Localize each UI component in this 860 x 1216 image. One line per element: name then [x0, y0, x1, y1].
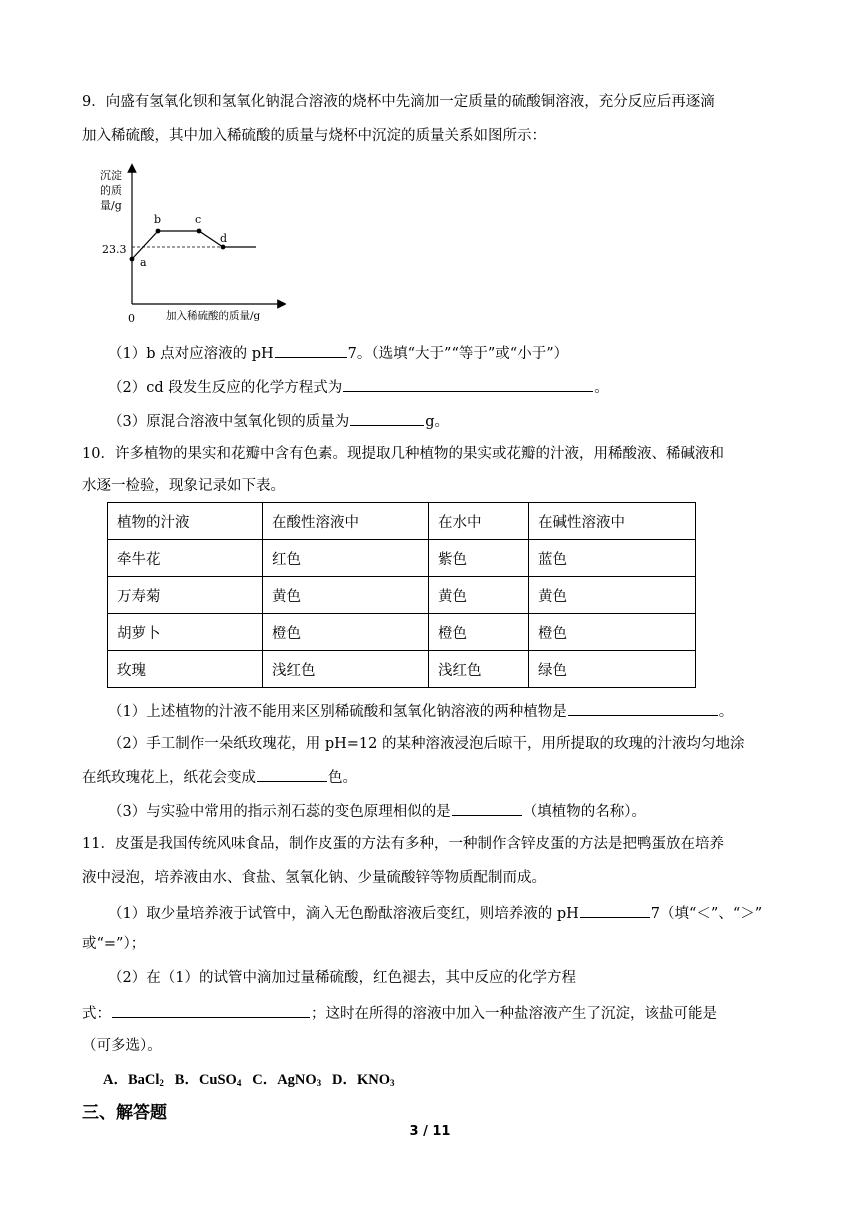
q11-sub2-tail: ；这时在所得的溶液中加入一种盐溶液产生了沉淀，该盐可能是 [311, 1006, 717, 1022]
point-c [197, 229, 202, 234]
table-row [108, 540, 696, 577]
answer-blank[interactable] [568, 700, 718, 716]
q11-options [103, 1070, 395, 1093]
table-cell: 万寿菊 [108, 577, 263, 614]
y-tick-label: 23.3 [102, 243, 127, 256]
precipitate-mass-chart [96, 162, 286, 332]
table-header-cell: 在酸性溶液中 [263, 503, 429, 540]
option-b[interactable]: B．CuSO$_4$ [174, 1072, 242, 1088]
option-a[interactable]: A．BaCl$_2$ [103, 1072, 164, 1088]
answer-blank[interactable] [112, 1002, 310, 1018]
q10-sub3-text: （3）与实验中常用的指示剂石蕊的变色原理相似的是 [108, 804, 451, 820]
q11-sub1 [108, 902, 762, 924]
q10-sub2-line1: （2）手工制作一朵纸玫瑰花，用 pH=12 的某种溶液浸泡后晾干，用所提取的玫瑰的汁液均匀地涂 [108, 736, 745, 752]
q10-stem-line2: 水逐一检验，现象记录如下表。 [82, 478, 285, 494]
table-cell: 橙色 [529, 614, 696, 651]
table-cell: 蓝色 [529, 540, 696, 577]
table-cell: 浅红色 [263, 651, 429, 688]
table-cell: 橙色 [263, 614, 429, 651]
point-label-a: a [140, 256, 147, 269]
q10-sub2-line2 [82, 766, 357, 788]
option-c[interactable]: C．AgNO$_3$ [252, 1072, 322, 1088]
x-axis-label: 加入稀硫酸的质量/g [166, 310, 261, 322]
q10-sub1 [108, 700, 733, 722]
page-number: 3 / 11 [409, 1124, 451, 1139]
table-cell: 黄色 [263, 577, 429, 614]
answer-blank[interactable] [275, 342, 347, 358]
section-title: 三、解答题 [82, 1103, 167, 1123]
answer-blank[interactable] [343, 376, 593, 392]
table-row [108, 614, 696, 651]
table-cell: 绿色 [529, 651, 696, 688]
answer-blank[interactable] [257, 766, 327, 782]
table-cell: 黄色 [529, 577, 696, 614]
q9-stem-line2: 加入稀硫酸，其中加入稀硫酸的质量与烧杯中沉淀的质量关系如图所示： [82, 128, 546, 144]
table-cell: 红色 [263, 540, 429, 577]
q9-sub1-tail: 7。（选填“大于”“等于”或“小于”） [347, 346, 569, 362]
point-label-b: b [154, 213, 162, 226]
point-b [156, 229, 161, 234]
table-header-row [108, 503, 696, 540]
q9-sub3-text: （3）原混合溶液中氢氧化钡的质量为 [108, 414, 350, 430]
y-axis-label-3: 量/g [100, 199, 122, 212]
table-cell: 牵牛花 [108, 540, 263, 577]
q11-sub1-tail: 7（填“＜”、“＞” [650, 906, 763, 922]
y-axis-label-2: 的质 [100, 184, 122, 197]
q11-sub2-line1: （2）在（1）的试管中滴加过量稀硫酸，红色褪去，其中反应的化学方程 [108, 970, 576, 986]
indicator-table [107, 502, 696, 688]
q10-sub1-tail: 。 [718, 704, 734, 720]
q11-sub1-line2: 或“=”）； [82, 936, 146, 952]
answer-blank[interactable] [350, 410, 424, 426]
q9-sub2-tail: 。 [594, 380, 609, 396]
q9-sub1 [108, 342, 568, 364]
q9-sub2 [108, 376, 609, 398]
q11-stem-line1: 11．皮蛋是我国传统风味食品，制作皮蛋的方法有多种，一种制作含锌皮蛋的方法是把鸭蛋放在培养 [82, 836, 724, 852]
table-row [108, 577, 696, 614]
q10-sub3 [108, 800, 646, 822]
q11-sub2-text: 式： [82, 1006, 111, 1022]
point-a [130, 257, 135, 262]
q10-stem-line1: 10．许多植物的果实和花瓣中含有色素。现提取几种植物的果实或花瓣的汁液，用稀酸液、稀碱液和 [82, 446, 724, 462]
table-cell: 浅红色 [429, 651, 529, 688]
table-header-cell: 在水中 [429, 503, 529, 540]
origin-label: 0 [128, 312, 135, 325]
data-series-line [132, 231, 256, 259]
table-header-cell: 植物的汁液 [108, 503, 263, 540]
option-d[interactable]: D．$KNO_3$ [332, 1072, 395, 1088]
q10-sub2-tail: 色。 [328, 770, 357, 786]
table-cell: 黄色 [429, 577, 529, 614]
answer-blank[interactable] [580, 902, 650, 918]
q11-stem-line2: 液中浸泡，培养液由水、食盐、氢氧化钠、少量硫酸锌等物质配制而成。 [82, 870, 546, 886]
q10-sub2-text: 在纸玫瑰花上，纸花会变成 [82, 770, 256, 786]
table-cell: 紫色 [429, 540, 529, 577]
table-cell: 胡萝卜 [108, 614, 263, 651]
q9-sub1-text: （1）b 点对应溶液的 pH [108, 346, 274, 362]
point-label-c: c [195, 213, 202, 226]
answer-blank[interactable] [452, 800, 522, 816]
point-d [221, 245, 226, 250]
q10-sub3-tail: （填植物的名称）。 [522, 804, 646, 820]
table-header-cell: 在碱性溶液中 [529, 503, 696, 540]
q11-sub1-text: （1）取少量培养液于试管中，滴入无色酚酞溶液后变红，则培养液的 pH [108, 906, 579, 922]
q9-sub3 [108, 410, 449, 432]
y-axis-label-1: 沉淀 [100, 169, 122, 182]
q9-sub2-text: （2）cd 段发生反应的化学方程式为 [108, 380, 343, 396]
q10-sub1-text: （1）上述植物的汁液不能用来区别稀硫酸和氢氧化钠溶液的两种植物是 [108, 704, 567, 720]
point-label-d: d [220, 232, 228, 245]
q9-sub3-tail: g。 [425, 414, 450, 430]
table-row [108, 651, 696, 688]
q11-sub2-line3: （可多选）。 [82, 1038, 162, 1054]
table-cell: 玫瑰 [108, 651, 263, 688]
q11-sub2-line2 [82, 1002, 717, 1024]
table-cell: 橙色 [429, 614, 529, 651]
q9-stem-line1: 9．向盛有氢氧化钡和氢氧化钠混合溶液的烧杯中先滴加一定质量的硫酸铜溶液，充分反应后再逐滴 [82, 94, 715, 110]
